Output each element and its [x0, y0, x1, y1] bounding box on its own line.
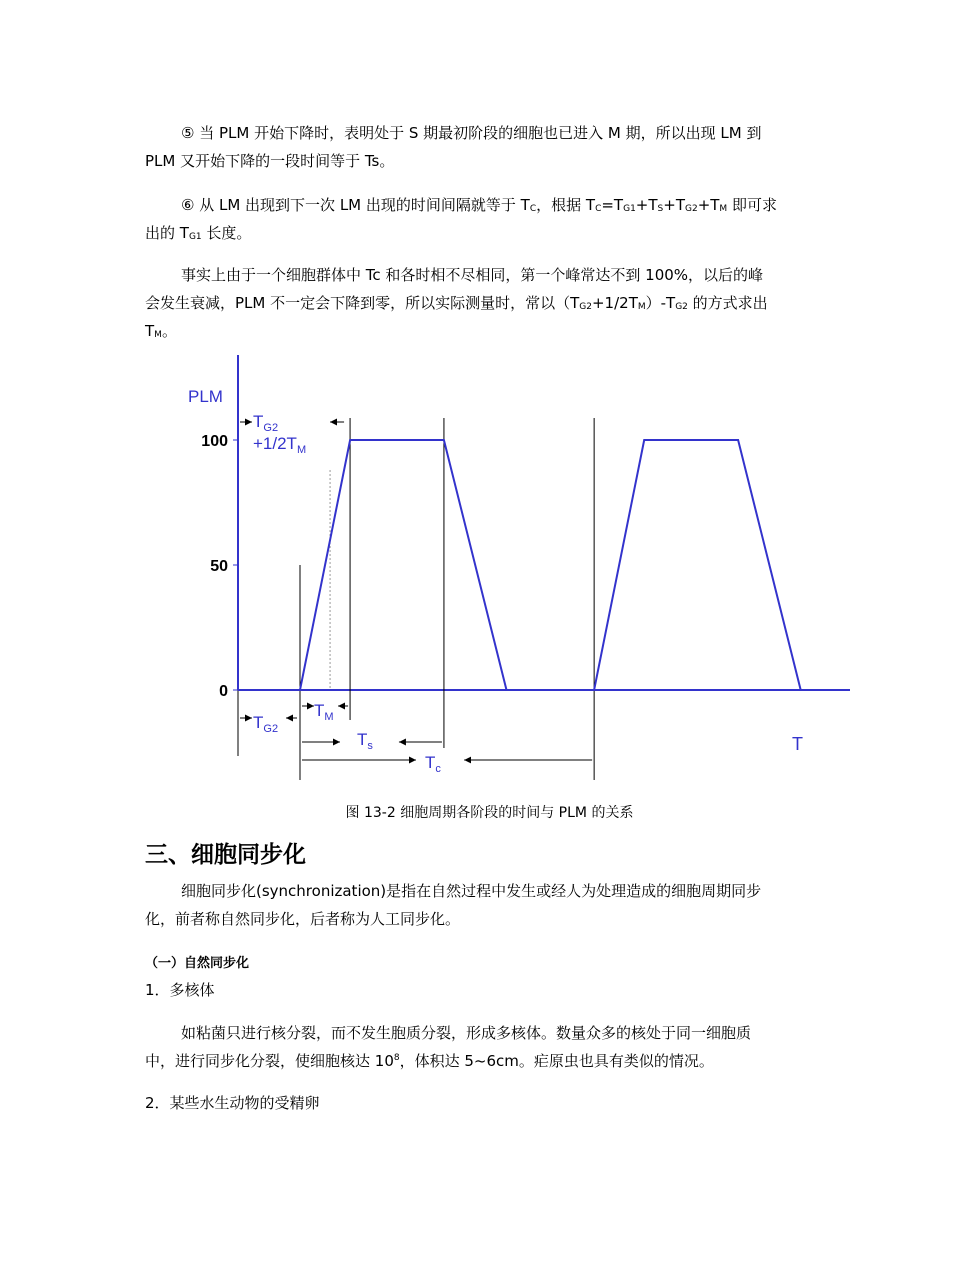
p7-text: 会发生衰减，PLM 不一定会下降到零，所以实际测量时，常以（T — [145, 294, 580, 312]
label-sub: c — [435, 763, 441, 775]
label-main: +1/2T — [253, 434, 297, 453]
item-1-text: 中，进行同步化分裂，使细胞核达 10 — [145, 1052, 394, 1070]
label-tg2-top — [253, 412, 278, 434]
p6-sub: G1 — [188, 232, 202, 242]
plm-series — [238, 440, 850, 690]
paragraph-5 — [145, 120, 835, 146]
item-1-heading: 1．多核体 — [145, 981, 215, 999]
section-intro-cont — [145, 906, 835, 932]
section-intro — [145, 878, 835, 904]
p6-sub: G2 — [684, 204, 698, 214]
p6-sub: C — [529, 204, 537, 214]
y-axis-label: PLM — [188, 387, 223, 406]
label-main: T — [357, 730, 368, 749]
plm-series-line — [238, 440, 850, 690]
p7-text: ）-T — [645, 294, 676, 312]
p6-sub: S — [657, 204, 664, 214]
item-2-heading: 2．某些水生动物的受精卵 — [145, 1094, 320, 1112]
p6-text: +T — [697, 196, 720, 214]
section-intro-line-2: 化，前者称自然同步化，后者称为人工同步化。 — [145, 910, 461, 928]
label-sub: s — [367, 740, 373, 752]
label-half-tm — [253, 434, 306, 456]
label-tg2 — [253, 713, 278, 735]
label-sub: M — [324, 711, 334, 723]
p6-text: 即可求 — [727, 196, 777, 214]
p6-sub: M — [719, 204, 728, 214]
p7-text: 事实上由于一个细胞群体中 Tc 和各时相不尽相同，第一个峰常达不到 100%，以后的峰 — [181, 266, 764, 284]
paragraph-6 — [145, 192, 835, 221]
p6-text: +T — [663, 196, 685, 214]
y-tick-label: 50 — [210, 558, 228, 575]
p7-sub: G2 — [675, 302, 688, 312]
item-1-paragraph-cont — [145, 1048, 835, 1077]
label-main: T — [253, 713, 264, 732]
label-main: T — [425, 753, 436, 772]
item-1-paragraph — [145, 1020, 835, 1046]
p7-sub: M — [637, 302, 646, 312]
label-sub: G2 — [263, 422, 279, 434]
y-tick-label: 0 — [219, 683, 228, 700]
p7-text: +1/2T — [591, 294, 638, 312]
label-ts — [357, 730, 373, 752]
figure-caption: 图 13-2 细胞周期各阶段的时间与 PLM 的关系 — [345, 805, 634, 821]
p7-text: T — [145, 322, 155, 340]
paragraph-7-cont2 — [145, 318, 835, 347]
p7-text: 的方式求出 — [687, 294, 768, 312]
label-tc — [425, 753, 441, 775]
p6-sub: C — [595, 204, 602, 214]
p6-text: =T — [601, 196, 624, 214]
paragraph-7 — [145, 262, 835, 288]
label-tm — [314, 701, 334, 723]
p7-sub: G2 — [579, 302, 592, 312]
p7-sub: M — [154, 330, 162, 340]
p6-text: +T — [635, 196, 658, 214]
p6-text: 出的 T — [145, 224, 189, 242]
section-intro-line-1: 细胞同步化(synchronization)是指在自然过程中发生或经人为处理造成的细胞周期同步 — [181, 882, 762, 900]
item-1-line-1: 如粘菌只进行核分裂，而不发生胞质分裂，形成多核体。数量众多的核处于同一细胞质 — [181, 1024, 752, 1042]
p6-sub: G1 — [623, 204, 636, 214]
p7-text: 。 — [161, 322, 177, 340]
item-1-sup: 8 — [393, 1053, 400, 1063]
paragraph-7-cont — [145, 290, 835, 319]
p6-text: 长度。 — [201, 224, 252, 242]
y-ticks — [201, 433, 238, 700]
p6-text: ，根据 T — [536, 196, 596, 214]
paragraph-6-cont — [145, 220, 835, 249]
paragraph-5-cont — [145, 148, 835, 174]
plm-figure — [180, 350, 850, 790]
label-sub: M — [296, 444, 307, 456]
p6-text: ⑥ 从 LM 出现到下一次 LM 出现的时间间隔就等于 T — [181, 196, 530, 214]
paragraph-5-line-2: PLM 又开始下降的一段时间等于 Ts。 — [145, 152, 395, 170]
section-title: 三、细胞同步化 — [145, 842, 306, 868]
item-1-text: ，体积达 5~6cm。疟原虫也具有类似的情况。 — [399, 1052, 714, 1070]
label-main: T — [314, 701, 325, 720]
subsection-title: （一）自然同步化 — [145, 956, 250, 971]
label-main: T — [253, 412, 264, 431]
paragraph-5-line-1: ⑤ 当 PLM 开始下降时，表明处于 S 期最初阶段的细胞也已进入 M 期，所以出现 LM 到 — [181, 124, 762, 142]
y-tick-label: 100 — [201, 433, 228, 450]
label-sub: G2 — [263, 723, 279, 735]
x-axis-label: T — [792, 734, 803, 754]
